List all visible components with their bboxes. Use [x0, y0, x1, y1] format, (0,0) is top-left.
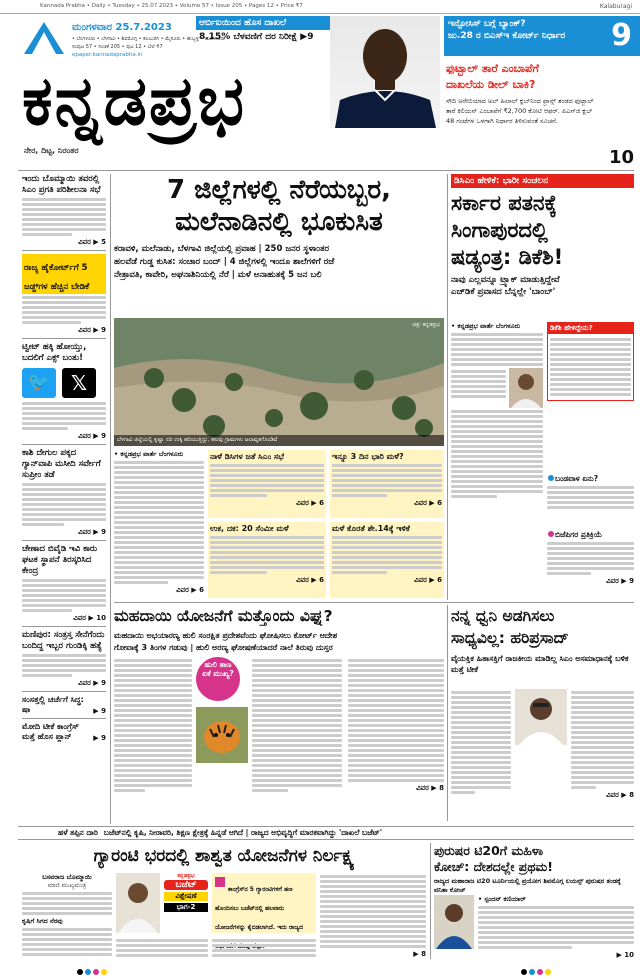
- top-bar-edition: Kalaburagi: [599, 3, 632, 10]
- left-story-twitter[interactable]: [22, 342, 106, 441]
- box-jump: ವಿವರ ▶ 6: [296, 499, 324, 507]
- mahadayi-jump: ವಿವರ ▶ 8: [416, 784, 444, 792]
- tiger-photo: [196, 707, 248, 763]
- teaser-mbappe-desc: ಸೌದಿ ಅರೇಬಿಯಾದ ಅಲ್ ಹಿಲಾಲ್ ಕ್ಲಬ್‌ನಿಂದ ಫ್ರಾನ್ಸ್ ತಂಡದ ಫುಟ್ಬಾಲ್ ತಾರೆ ಕಿಲಿಯನ್ ಎಂಬಾಪೆಗೆ ₹2,700 ಕೋಟಿ ಆಫರ್. ಪಿಎಸ್‌ಜಿ ಕ್ಲಬ್ 48 ಗಂಟೆಗಳ ಒಳಗಾಗಿ ನಿರ್ಧಾರ ತಿಳಿಸುವಂತೆ ಸೂಚನೆ.: [446, 97, 594, 125]
- teaser-infosys[interactable]: [444, 16, 640, 56]
- guarantee-body-4: [320, 873, 426, 958]
- cricket-headline-2: ಕೋಚ್: ದೇಶದಲ್ಲೇ ಪ್ರಥಮ!: [434, 859, 554, 874]
- teaser-rbi[interactable]: [196, 16, 344, 56]
- cricket-byline: • ಸ್ಪಂದನ್ ಕಣಿಯಾರ್: [478, 895, 526, 903]
- box-title: ಇನ್ನೂ 3 ದಿನ ಭಾರಿ ಮಳೆ?: [332, 452, 404, 461]
- flood-photo: [114, 318, 444, 446]
- women-coach-story[interactable]: [434, 843, 634, 959]
- hariprasad-photo: [515, 689, 567, 745]
- cricket-headline-1: ಪುರುಷರ ಟಿ20ಗೆ ಮಹಿಳಾ: [434, 843, 544, 858]
- tiger-box-title: ಹುಲಿ ತಾಣ ಏಕೆ ಮುಖ್ಯ?: [196, 657, 240, 701]
- top-bar-meta: Kannada Prabha • Daily • Tuesday • 25.07.2023 • Volume 57 • Issue 205 • Pages 12 • Price ₹7: [40, 3, 303, 9]
- box-jump: ವಿವರ ▶ 6: [414, 576, 442, 584]
- strip-text: ಬಜೆಟ್‌ನಲ್ಲಿ ಕೃಷಿ, ನೀರಾವರಿ, ಶಿಕ್ಷಣ ಕ್ಷೇತ್ರಕ್ಕೆ ಹಿನ್ನಡೆ ಆಗಿದೆ | ರಾಜ್ಯದ ಅಭಿವೃದ್ಧಿಗೆ ಮಾರಕವಾಗಿದ್ದು 'ದಾಖಲೆ ಬಜೆಟ್': [103, 828, 383, 837]
- masthead-epaper[interactable]: epaper.kannadaprabha.in: [72, 52, 143, 58]
- registration-marks-left: [76, 960, 108, 979]
- story-headline: ಸಂಸತ್ತಲ್ಲಿ ಚರ್ಚೆಗೆ ಸಿದ್ಧ: ಷಾ: [22, 695, 84, 714]
- story-jump: ವಿವರ ▶ 10: [73, 614, 106, 622]
- hariprasad-headline-2: ಸಾಧ್ಯವಿಲ್ಲ: ಹರಿಪ್ರಸಾದ್: [451, 629, 569, 647]
- story-jump: ▶ 9: [93, 734, 106, 742]
- side-jump: ವಿವರ ▶ 9: [606, 577, 634, 585]
- lead-story[interactable]: [114, 174, 444, 600]
- lead-subhead-1: ಕರಾವಳಿ, ಮಲೆನಾಡು, ಬೆಳಗಾವಿ ಜಿಲ್ಲೆಯಲ್ಲಿ ಪ್ರವಾಹ | 250 ಜನರ ಸ್ಥಳಾಂತರ: [114, 244, 329, 254]
- masthead-tagline: ನೇರ, ದಿಟ್ಟ, ನಿರಂತರ: [24, 146, 79, 155]
- guarantee-body-3: [212, 937, 316, 959]
- lead-jump: ವಿವರ ▶ 6: [176, 586, 204, 594]
- masthead-title: ಕನ್ನಡಪ್ರಭ: [22, 62, 246, 141]
- lead-body: [114, 450, 204, 595]
- left-story-shah[interactable]: [22, 695, 106, 715]
- series-line-1: ಕನ್ನಡಪ್ರಭ: [177, 873, 195, 879]
- left-story-cm-meeting[interactable]: [22, 174, 106, 247]
- box-rainfall[interactable]: [208, 522, 326, 598]
- story-jump: ವಿವರ ▶ 9: [78, 432, 106, 440]
- teaser-mbappe-title-2: ದಾಖಲೆಯ ಡೀಲ್ ಬಾಕಿ?: [446, 78, 536, 91]
- left-story-manipur[interactable]: [22, 630, 106, 688]
- lead-byline: • ಕನ್ನಡಪ್ರಭ ವಾರ್ತೆ ಬೆಂಗಳೂರು: [114, 450, 184, 458]
- mahadayi-body-3: [348, 657, 444, 793]
- side-title: ಡಿಕೆಶಿ ಹೇಳಿದ್ದೇನು?: [548, 323, 633, 334]
- series-part: ಭಾಗ-2: [164, 903, 208, 912]
- box-title: ಉಕ, ದಕ: 20 ಸೆಂಮೀ ಮಳೆ: [210, 524, 289, 533]
- budget-series-badge: [164, 873, 208, 912]
- section-rule: [114, 602, 634, 603]
- teaser-mbappe[interactable]: [446, 62, 636, 174]
- box-jump: ವಿವರ ▶ 6: [296, 576, 324, 584]
- right-headline-3: ಷಡ್ಯಂತ್ರ: ಡಿಕೆಶಿ!: [451, 245, 564, 269]
- story-headline: ಇಂದು ಬೊಮ್ಮಾಯಿ ತವರಲ್ಲಿ ಸಿಎಂ ಪ್ರಗತಿ ಪರಿಶೀಲನಾ ಸಭೆ: [22, 174, 101, 195]
- dk-shivakumar-story[interactable]: [451, 174, 634, 598]
- quote-text: ಕಾಂಗ್ರೆಸ್‌ನ 5 ಗ್ಯಾರಂಟಿಗಳಿಗೆ ಹಣ ಹೊಂದಿಸಲು ಬಜೆಟ್‌ನಲ್ಲಿ ಹಲವಾರು ಯೋಜನೆಗಳನ್ನು ಕೈಬಿಡಲಾಗಿದೆ. ಇದು ರಾಜ್ಯದ: [215, 886, 304, 931]
- side-dk-said[interactable]: [547, 322, 634, 401]
- box-heavy-rain[interactable]: [330, 450, 444, 518]
- teaser-mbappe-page: 10: [608, 147, 634, 168]
- mahadayi-body-1: [114, 657, 192, 794]
- story-headline: ಮೋದಿ ಟೀಕೆ ಕಾಂಗ್ರೆಸ್ ಮತ್ತೆ ಹೊಸ ಪ್ಲಾನ್: [22, 722, 79, 741]
- guarantee-body-1: [22, 873, 112, 958]
- story-headline: ಚೇಣಾದ ಬಿವೈಡಿ ಇವಿ ಕಾರು ಘಟಕ ಸ್ಥಾಪನೆ ತಿರಸ್ಕರಿಸಿದ ಕೇಂದ್ರ: [22, 544, 98, 576]
- side-capital[interactable]: [547, 474, 634, 511]
- right-kicker: ಡಿಸಿಎಂ ಹೇಳಿಕೆ: ಭಾರೀ ಸಂಚಲನ: [451, 174, 634, 188]
- teaser-infosys-sub: ಜು.28 ರ ಬಿಎಸ್‌ಇ ಕೋರ್ಟ್ ನಿರ್ಧಾರ: [448, 31, 566, 41]
- masthead-date: ಮಂಗಳವಾರ 25.7.2023: [72, 22, 172, 33]
- cricket-deck: ರಾಜ್ಯದ ಮಹಾರಾಜ ಟಿ20 ಟೂರ್ನಿಯಲ್ಲಿ ಪ್ರಯೋಗ ಶಿವಮೊಗ್ಗ ಲಯನ್ಸ್ ಪುರುಷರ ತಂಡಕ್ಕೆ ವನಿತಾ ಕೋಚ್: [434, 877, 621, 894]
- column-rule: [430, 843, 431, 959]
- guarantee-quote: [212, 873, 316, 933]
- right-body: [451, 322, 543, 500]
- guarantee-author: ಬಸವರಾಜ ಬೊಮ್ಮಾಯಿ: [42, 873, 92, 881]
- story-jump: ವಿವರ ▶ 5: [78, 238, 106, 246]
- mahadayi-sub-2: ಗೋವಾಕ್ಕೆ 3 ತಿಂಗಳ ಗಡುವು | ಹುಲಿ ಅರಣ್ಯ ಘೋಷಣೆಯಾದರೆ ನಾಲೆ ತಿರುವು ದುಸ್ತರ: [114, 643, 333, 652]
- story-headline: ರಾಜ್ಯ ಹೈಕೋರ್ಟ್‌ಗೆ 5 ಜಡ್ಜ್‌ಗಳ ಹೆಚ್ಚಿನ ಬೇಡಿಕೆ: [22, 254, 106, 294]
- column-rule: [110, 174, 111, 824]
- column-rule: [447, 174, 448, 600]
- story-jump: ವಿವರ ▶ 9: [78, 326, 106, 334]
- masthead-editions: • ಬೆಂಗಳೂರು • ಬೆಳಗಾವಿ • ಶಿವಮೊಗ್ಗ • ಕಲಬುರಗಿ • ಮೈಸೂರು • ಹುಬ್ಬಳ್ಳಿ • ಮಂಗಳೂರು: [72, 36, 225, 42]
- right-byline: • ಕನ್ನಡಪ್ರಭ ವಾರ್ತೆ ಬೆಂಗಳೂರು: [451, 322, 521, 330]
- left-story-byd[interactable]: [22, 544, 106, 623]
- teaser-infosys-title: ಇನ್ಪೋಸಿಸ್ ಬಗ್ಗೆ ಬ್ಯಾಂಕ್?: [448, 19, 526, 29]
- side-title: ಬಿಜೆಪಿಗರ ಪ್ರತಿಕ್ರಿಯೆ: [547, 530, 634, 540]
- guarantee-story[interactable]: [22, 843, 426, 959]
- logo-mark-icon: [22, 20, 66, 56]
- hariprasad-jump: ವಿವರ ▶ 8: [606, 791, 634, 799]
- budget-strip[interactable]: [18, 826, 634, 840]
- twitter-bird-icon: 🐦: [22, 368, 56, 398]
- box-cm-dc-meeting[interactable]: [208, 450, 326, 518]
- lead-subhead-3: ನೇತ್ರಾವತಿ, ಕಾವೇರಿ, ಅಘನಾಶಿನಿಯಲ್ಲಿ ನೆರೆ | ಮಳೆ ಅನಾಹುತಕ್ಕೆ 5 ಜನ ಬಲಿ: [114, 270, 322, 280]
- guarantee-author-role: ಮಾಜಿ ಮುಖ್ಯಮಂತ್ರಿ: [47, 882, 87, 889]
- story-jump: ▶ 9: [93, 707, 106, 715]
- right-headline-2: ಸಿಂಗಾಪುರದಲ್ಲಿ: [451, 218, 548, 242]
- side-title: ಬಂಡವಾಳ ಏನು?: [547, 474, 634, 484]
- right-headline-1: ಸರ್ಕಾರ ಪತನಕ್ಕೆ: [451, 191, 557, 215]
- bommai-photo: [116, 873, 160, 933]
- story-jump: ವಿವರ ▶ 9: [78, 528, 106, 536]
- left-story-gyanvapi[interactable]: [22, 448, 106, 537]
- dk-shivakumar-photo: [509, 368, 543, 408]
- mahadayi-story[interactable]: [114, 605, 444, 821]
- cricket-body: [478, 895, 634, 959]
- guarantee-subhead: ಕೃಷಿಗೆ ಸಿಗದ ನೆರವು: [22, 917, 63, 925]
- photo-credit: ಚಿತ್ರ: ಕನ್ನಡಪ್ರಭ: [412, 322, 440, 328]
- left-story-modi[interactable]: [22, 722, 106, 742]
- lead-headline-2: ಮಲೆನಾಡಿನಲ್ಲಿ ಭೂಕುಸಿತ: [175, 207, 383, 237]
- hariprasad-deck: ವೈಯಕ್ತಿಕ ಹಿತಾಸಕ್ತಿಗೆ ರಾಜಕೀಯ ಮಾಡಿಲ್ಲ ಸಿಎಂ ಅಸಮಾಧಾನಕ್ಕೆ ಬಳಿಕ ಮತ್ತೆ ಟೀಕೆ: [451, 654, 629, 674]
- top-bar: [0, 0, 640, 14]
- masthead-rule: [18, 170, 634, 171]
- series-line-2: ಬಜೆಟ್: [164, 880, 208, 890]
- hariprasad-headline-1: ನನ್ನ ಧ್ವನಿ ಅಡಗಿಸಲು: [451, 607, 555, 625]
- hariprasad-body-1: [451, 689, 511, 796]
- guarantee-body-2: [116, 937, 208, 959]
- box-title: ಮಳೆ ಕೊರತೆ ಶೇ.14ಕ್ಕೆ ಇಳಿಕೆ: [332, 524, 410, 533]
- hariprasad-story[interactable]: [451, 605, 634, 821]
- mahadayi-body-2: [252, 657, 342, 794]
- cricket-jump: ▶ 10: [616, 951, 634, 959]
- masthead-volume: ಸಂಪುಟ 57 • ಸಂಚಿಕೆ 205 • ಪುಟ 12 • ಬೆಲೆ ₹7: [72, 44, 163, 50]
- box-title: ನಾಳೆ ಡಿಸಿಗಳ ಜತೆ ಸಿಎಂ ಸಭೆ: [210, 452, 284, 461]
- column-rule: [447, 605, 448, 821]
- tiger-box[interactable]: [196, 657, 248, 763]
- right-deck-2: ಎಚ್‌ಡಿಕೆ ಪ್ರವಾಸದ ಬೆನ್ನಲ್ಲೇ 'ಬಾಂಬ್': [451, 287, 556, 297]
- teaser-mbappe-title-1: ಫುಟ್ಬಾಲ್ ತಾರೆ ಎಂಬಾಪೆಗೆ: [446, 62, 539, 75]
- teaser-rbi-sub: 8.15% ಬೆಳವಣಿಗೆ ದರ ನಿರೀಕ್ಷೆ ▶9: [199, 32, 314, 42]
- mahadayi-headline: ಮಹದಾಯಿ ಯೋಜನೆಗೆ ಮತ್ತೊಂದು ವಿಘ್ನ?: [114, 607, 333, 625]
- lead-headline-1: 7 ಜಿಲ್ಲೆಗಳಲ್ಲಿ ನೆರೆಯಬ್ಬರ,: [167, 175, 391, 205]
- right-deck-1: ನಾವು ಎಲ್ಲವನ್ನೂ ಟ್ರ್ಯಾಕ್ ಮಾಡುತ್ತಿದ್ದೇವೆ: [451, 275, 560, 285]
- box-rain-deficit[interactable]: [330, 522, 444, 598]
- guarantee-headline: ಗ್ಯಾರಂಟಿ ಭರದಲ್ಲಿ ಶಾಶ್ವತ ಯೋಜನೆಗಳ ನಿರ್ಲಕ್ಷ್ಯ: [93, 846, 355, 866]
- teaser-rbi-title: ಆರ್ಬಿಐಯಿಂದ ಹೊಸ ದಾಖಲೆ: [196, 16, 343, 30]
- story-jump: ವಿವರ ▶ 9: [78, 679, 106, 687]
- lead-subhead-2: ಹಲವೆಡೆ ಗುಡ್ಡ ಕುಸಿತ: ಸಂಚಾರ ಬಂದ್ | 4 ಜಿಲ್ಲೆಗಳಲ್ಲಿ ಇಂದೂ ಶಾಲೆಗಳಿಗೆ ರಜೆ: [114, 257, 335, 267]
- left-story-high-court[interactable]: [22, 254, 106, 335]
- story-headline: ಟ್ವೀಟ್ ಹಕ್ಕಿ ಹೋಯ್ತು, ಬದಲಿಗೆ ಎಕ್ಸ್ ಬಂತು!: [22, 342, 87, 363]
- story-headline: ಮಣಿಪುರ: ಸಂತ್ರಸ್ತ ಸೇನೆಗೆಂದು ಬಂದಿದ್ದ ಇಬ್ಬರ ಗುಂಡಿಕ್ಕಿ ಹತ್ಯೆ: [22, 630, 105, 651]
- side-bjp-reaction[interactable]: [547, 530, 634, 586]
- story-headline: ಕಾಶಿ ದೇಗುಲ ಪಕ್ಕದ ಗ್ಯಾನ್‌ವಾಪಿ ಮಸೀದಿ ಸರ್ವೇಗೆ ಸುಪ್ರೀಂ ತಡೆ: [22, 448, 101, 480]
- footballer-photo: [330, 16, 440, 128]
- coach-photo: [434, 895, 474, 949]
- registration-marks-right: [520, 960, 552, 979]
- teaser-infosys-page: 9: [611, 18, 632, 53]
- masthead: [0, 16, 640, 174]
- left-column: [22, 174, 106, 858]
- quote-marker-icon: [215, 877, 225, 887]
- mahadayi-sub-1: ಮಹದಾಯಿ ಅಭಯಾರಣ್ಯ ಹುಲಿ ಸಂರಕ್ಷಿತ ಪ್ರದೇಶವೆಂದು ಘೋಷಿಸಲು ಕೋರ್ಟ್ ಆದೇಶ: [114, 631, 338, 640]
- strip-label: ಹಳೆ ತಪ್ಪಿನ ದಾರಿ: [58, 828, 98, 837]
- x-logo-icon: 𝕏: [62, 368, 96, 398]
- box-jump: ವಿವರ ▶ 6: [414, 499, 442, 507]
- series-line-3: ವಿಶ್ಲೇಷಣೆ: [164, 892, 208, 901]
- hariprasad-body-2: [571, 689, 634, 800]
- guarantee-jump: ▶ 8: [413, 950, 426, 958]
- photo-caption: ಬೆಳಗಾವಿ ಜಿಲ್ಲೆಯಲ್ಲಿ ಕೃಷ್ಣಾ ನದಿ ಉಕ್ಕಿ ಹರಿಯುತ್ತಿದ್ದು, ಹಲವು ಗ್ರಾಮಗಳು ಜಲಾವೃತಗೊಂಡಿವೆ: [114, 435, 444, 446]
